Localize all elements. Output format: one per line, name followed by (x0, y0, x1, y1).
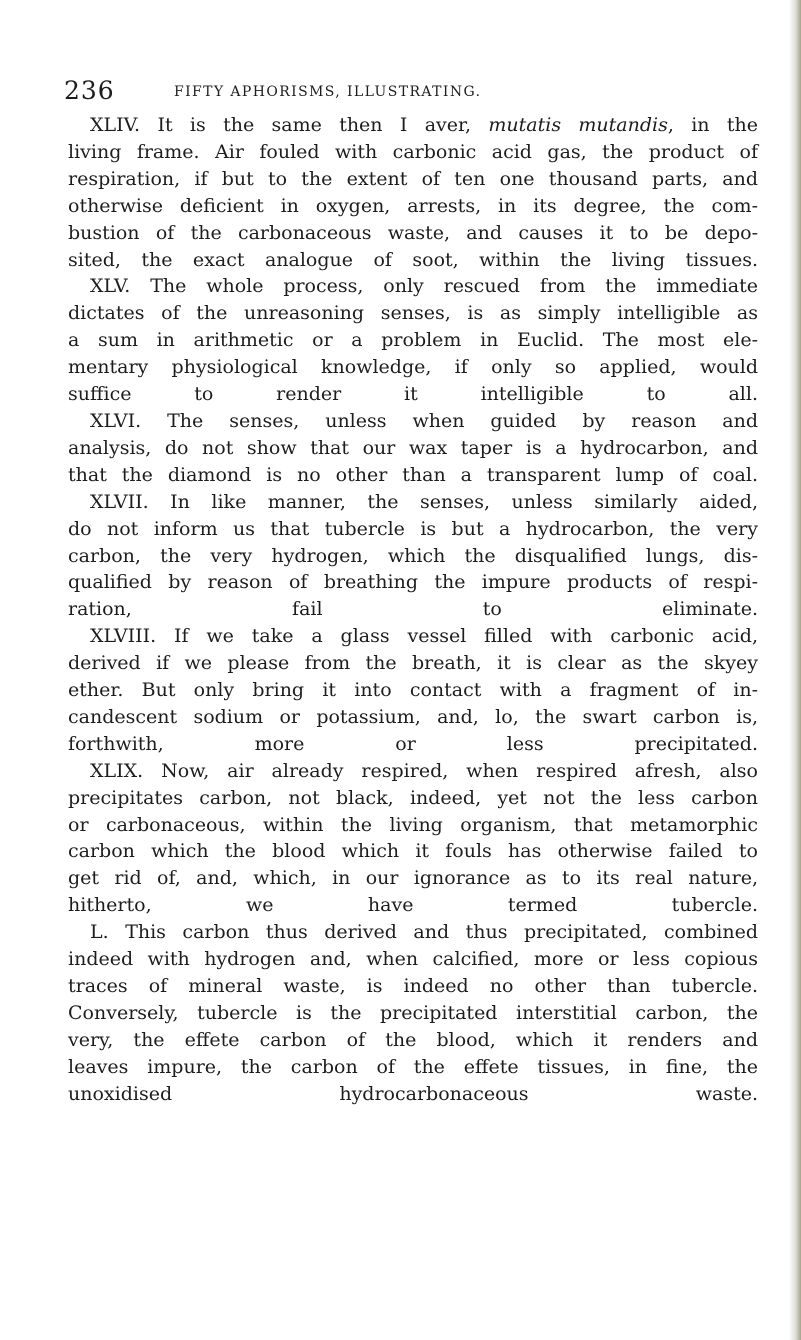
aphorism-paragraph (68, 758, 758, 919)
text-line: ether. But only bring it into contact with a fragment of in- (68, 679, 758, 702)
page-edge-shadow (789, 0, 801, 1340)
aphorism-paragraph (68, 408, 758, 489)
text-line: that the diamond is no other than a transparent lump of coal. (68, 463, 758, 486)
text-line: dictates of the unreasoning senses, is as simply intelligible as (68, 302, 758, 325)
aphorism-paragraph (68, 623, 758, 758)
text-segment: It is the same then I aver, (157, 114, 489, 136)
text-line: The senses, unless when guided by reason and (167, 409, 758, 432)
text-line: respiration, if but to the extent of ten one thousand parts, and (68, 167, 758, 190)
text-line: In like manner, the senses, unless similarly aided, (170, 490, 759, 513)
aphorism-number: XLVII. (90, 490, 149, 513)
text-line: candescent sodium or potassium, and, lo, the swart carbon is, (68, 705, 758, 728)
text-line: The whole process, only rescued from the immediate (150, 275, 758, 298)
text-line: hitherto, we have termed tubercle. (68, 894, 758, 917)
aphorism-number: XLIV. (90, 114, 141, 136)
text-line: a sum in arithmetic or a problem in Euclid. The most ele- (68, 329, 758, 352)
text-line: otherwise deficient in oxygen, arrests, in its degree, the com- (68, 194, 758, 217)
text-line: bustion of the carbonaceous waste, and causes it to be depo- (68, 221, 758, 244)
text-line: ration, fail to eliminate. (68, 598, 758, 621)
text-line: carbon which the blood which it fouls has otherwise failed to (68, 840, 758, 863)
text-line: mentary physiological knowledge, if only so applied, would (68, 356, 758, 379)
running-head (64, 76, 754, 106)
aphorism-number: L. (90, 921, 109, 944)
aphorism-paragraph (68, 489, 758, 624)
italic-phrase: mutatis mutandis (488, 114, 668, 136)
aphorism-number: XLVI. (90, 409, 142, 432)
text-line: get rid of, and, which, in our ignorance as to its real nature, (68, 867, 758, 890)
aphorism-number: XLV. (90, 275, 131, 298)
text-line: living frame. Air fouled with carbonic acid gas, the product of (68, 140, 758, 163)
text-line: traces of mineral waste, is indeed no other than tubercle. (68, 975, 758, 997)
aphorism-paragraph (68, 273, 758, 408)
text-line: Now, air already respired, when respired afresh, also (161, 759, 758, 782)
text-line: forthwith, more or less precipitated. (68, 732, 758, 755)
text-line: indeed with hydrogen and, when calcified, more or less copious (68, 948, 758, 971)
aphorism-paragraph (68, 919, 758, 1107)
text-line: sited, the exact analogue of soot, within the living tissues. (68, 248, 758, 271)
text-line: This carbon thus derived and thus precipitated, combined (125, 921, 758, 944)
text-line: very, the effete carbon of the blood, which it renders and (68, 1028, 758, 1051)
text-line: do not inform us that tubercle is but a hydrocarbon, the very (68, 517, 758, 540)
running-title: FIFTY APHORISMS, ILLUSTRATING. (174, 84, 482, 100)
text-line: unoxidised hydrocarbonaceous waste. (68, 1082, 758, 1105)
text-line: suffice to render it intelligible to all. (68, 383, 758, 406)
text-line: If we take a glass vessel filled with carbonic acid, (174, 625, 758, 648)
text-line: qualified by reason of breathing the impure products of respi- (68, 571, 758, 594)
text-segment: , in the (667, 114, 758, 136)
text-line: precipitates carbon, not black, indeed, yet not the less carbon (68, 786, 758, 809)
text-line: derived if we please from the breath, it is clear as the skyey (68, 652, 758, 675)
text-line: analysis, do not show that our wax taper is a hydrocarbon, and (68, 436, 758, 459)
text-line: carbon, the very hydrogen, which the disqualified lungs, dis- (68, 544, 758, 567)
aphorism-number: XLVIII. (90, 625, 157, 648)
page-number: 236 (64, 76, 115, 105)
aphorism-paragraph (68, 112, 758, 273)
text-line: leaves impure, the carbon of the effete tissues, in fine, the (68, 1055, 758, 1078)
text-line: or carbonaceous, within the living organism, that metamorphic (68, 813, 758, 836)
text-line: Conversely, tubercle is the precipitated interstitial carbon, the (68, 1001, 758, 1024)
aphorism-number: XLIX. (90, 759, 144, 782)
body-text (68, 112, 758, 1108)
